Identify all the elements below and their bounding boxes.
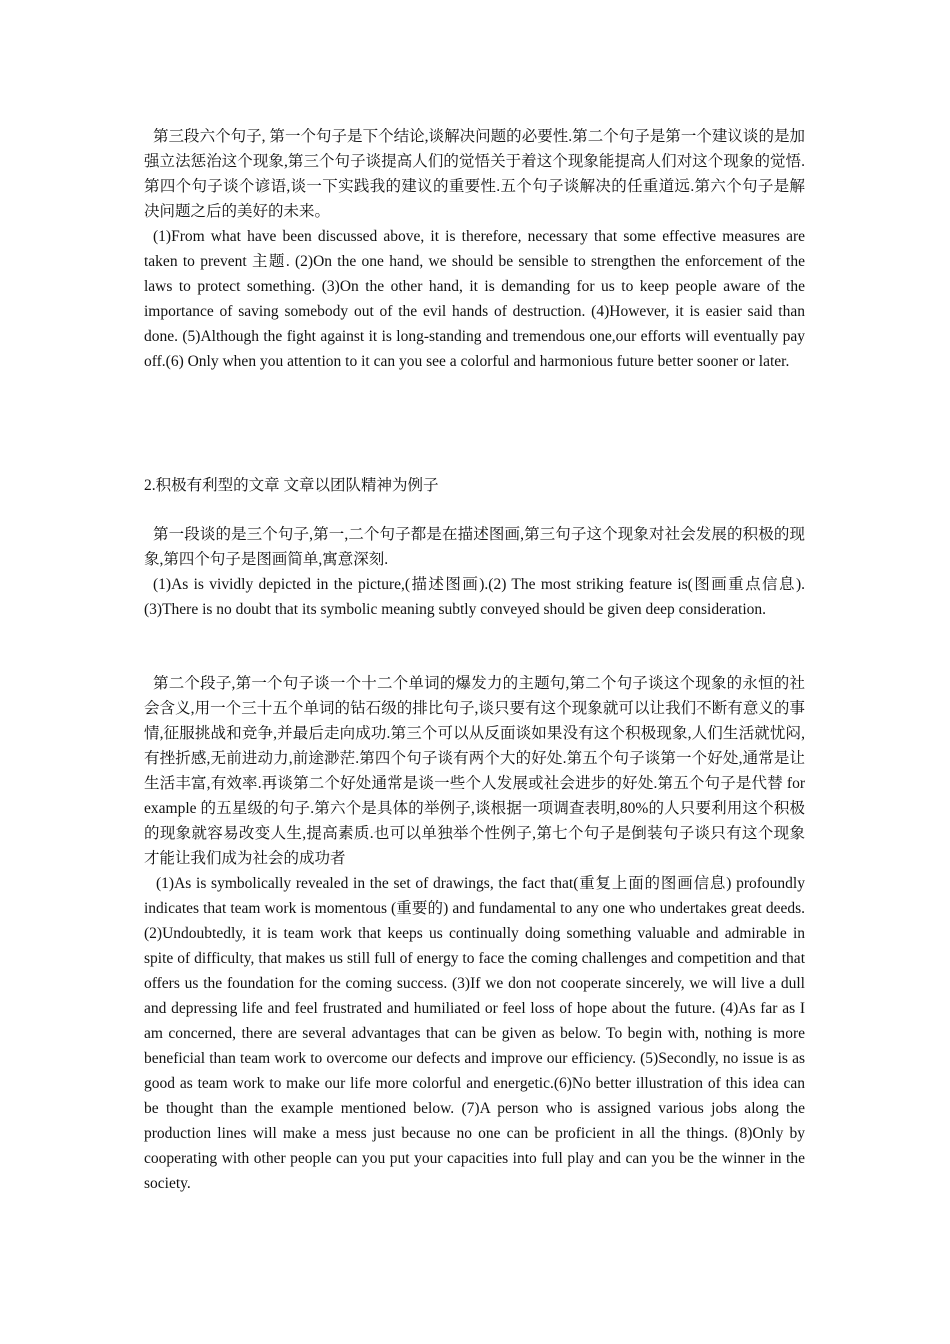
section2-heading: 2.积极有利型的文章 文章以团队精神为例子 <box>144 477 439 494</box>
section-2-paragraph-2 <box>144 671 805 1196</box>
section1-english-paragraph: (1)From what have been discussed above, it is therefore, necessary that some effective measures are taken to prevent 主题. (2)On the one hand, we should be sensible to strengthen the enforcement of the laws to protect something. (3)On the other hand, it is demanding for us to keep people aware of the importance of saving somebody out of the evil hands of destruction. (4)However, it is easier said than done. (5)Although the fight against it is long-standing and tremendous one,our efforts will eventually pay off.(6) Only when you attention to it can you see a colorful and harmonious future better sooner or later. <box>144 228 805 370</box>
section-2-paragraph-1 <box>144 522 805 622</box>
section2-p1-chinese: 第一段谈的是三个句子,第一,二个句子都是在描述图画,第三句子这个现象对社会发展的积极的现象,第四个句子是图画简单,寓意深刻. <box>144 526 805 568</box>
section2-p2-chinese: 第二个段子,第一个句子谈一个十二个单词的爆发力的主题句,第二个句子谈这个现象的永恒的社会含义,用一个三十五个单词的钻石级的排比句子,谈只要有这个现象就可以让我们不断有意义的事情,征服挑战和竞争,并最后走向成功.第三个可以从反面谈如果没有这个积极现象,人们生活就忧闷,有挫折感,无前进动力,前途渺茫.第四个句子谈有两个大的好处.第五个句子谈第一个好处,通常是让生活丰富,有效率.再谈第二个好处通常是谈一些个人发展或社会进步的好处.第五个句子是代替 for example 的五星级的句子.第六个是具体的举例子,谈根据一项调查表明,80%的人只要利用这个积极的现象就容易改变人生,提高素质.也可以单独举个性例子,第七个句子是倒装句子谈只有这个现象才能让我们成为社会的成功者 <box>144 675 805 867</box>
section-1 <box>144 124 805 374</box>
section2-p1-english: (1)As is vividly depicted in the picture,(描述图画).(2) The most striking feature is(图画重点信息).(3)There is no doubt that its symbolic meaning subtly conveyed should be given deep consideration. <box>144 576 805 618</box>
section1-chinese-paragraph: 第三段六个句子, 第一个句子是下个结论,谈解决问题的必要性.第二个句子是第一个建议谈的是加强立法惩治这个现象,第三个句子谈提高人们的觉悟关于着这个现象能提高人们对这个现象的觉悟.第四个句子谈个谚语,谈一下实践我的建议的重要性.五个句子谈解决的任重道远.第六个句子是解决问题之后的美好的未来。 <box>144 128 805 220</box>
section-2-heading-block <box>144 473 805 498</box>
section2-p2-english: (1)As is symbolically revealed in the set of drawings, the fact that(重复上面的图画信息) profoundly indicates that team work is momentous (重要的) and fundamental to any one who undertakes great deeds. (2)Undoubtedly, it is team work that keeps us continually doing something valuable and admirable in spite of difficulty, that makes us still full of energy to face the coming challenges and competition and that offers us the foundation for the coming success. (3)If we don not cooperate sincerely, we will live a dull and depressing life and feel frustrated and humiliated or feel loss of hope about the future. (4)As far as I am concerned, there are several advantages that can be given as below. To begin with, nothing is more beneficial than team work to overcome our defects and improve our efficiency. (5)Secondly, no issue is as good as team work to make our life more colorful and energetic.(6)No better illustration of this idea can be thought than the example mentioned below. (7)A person who is assigned various jobs along the production lines will make a mess just because no one can be proficient in all the things. (8)Only by cooperating with other people can you put your capacities into full play and can you be the winner in the society. <box>144 875 805 1192</box>
